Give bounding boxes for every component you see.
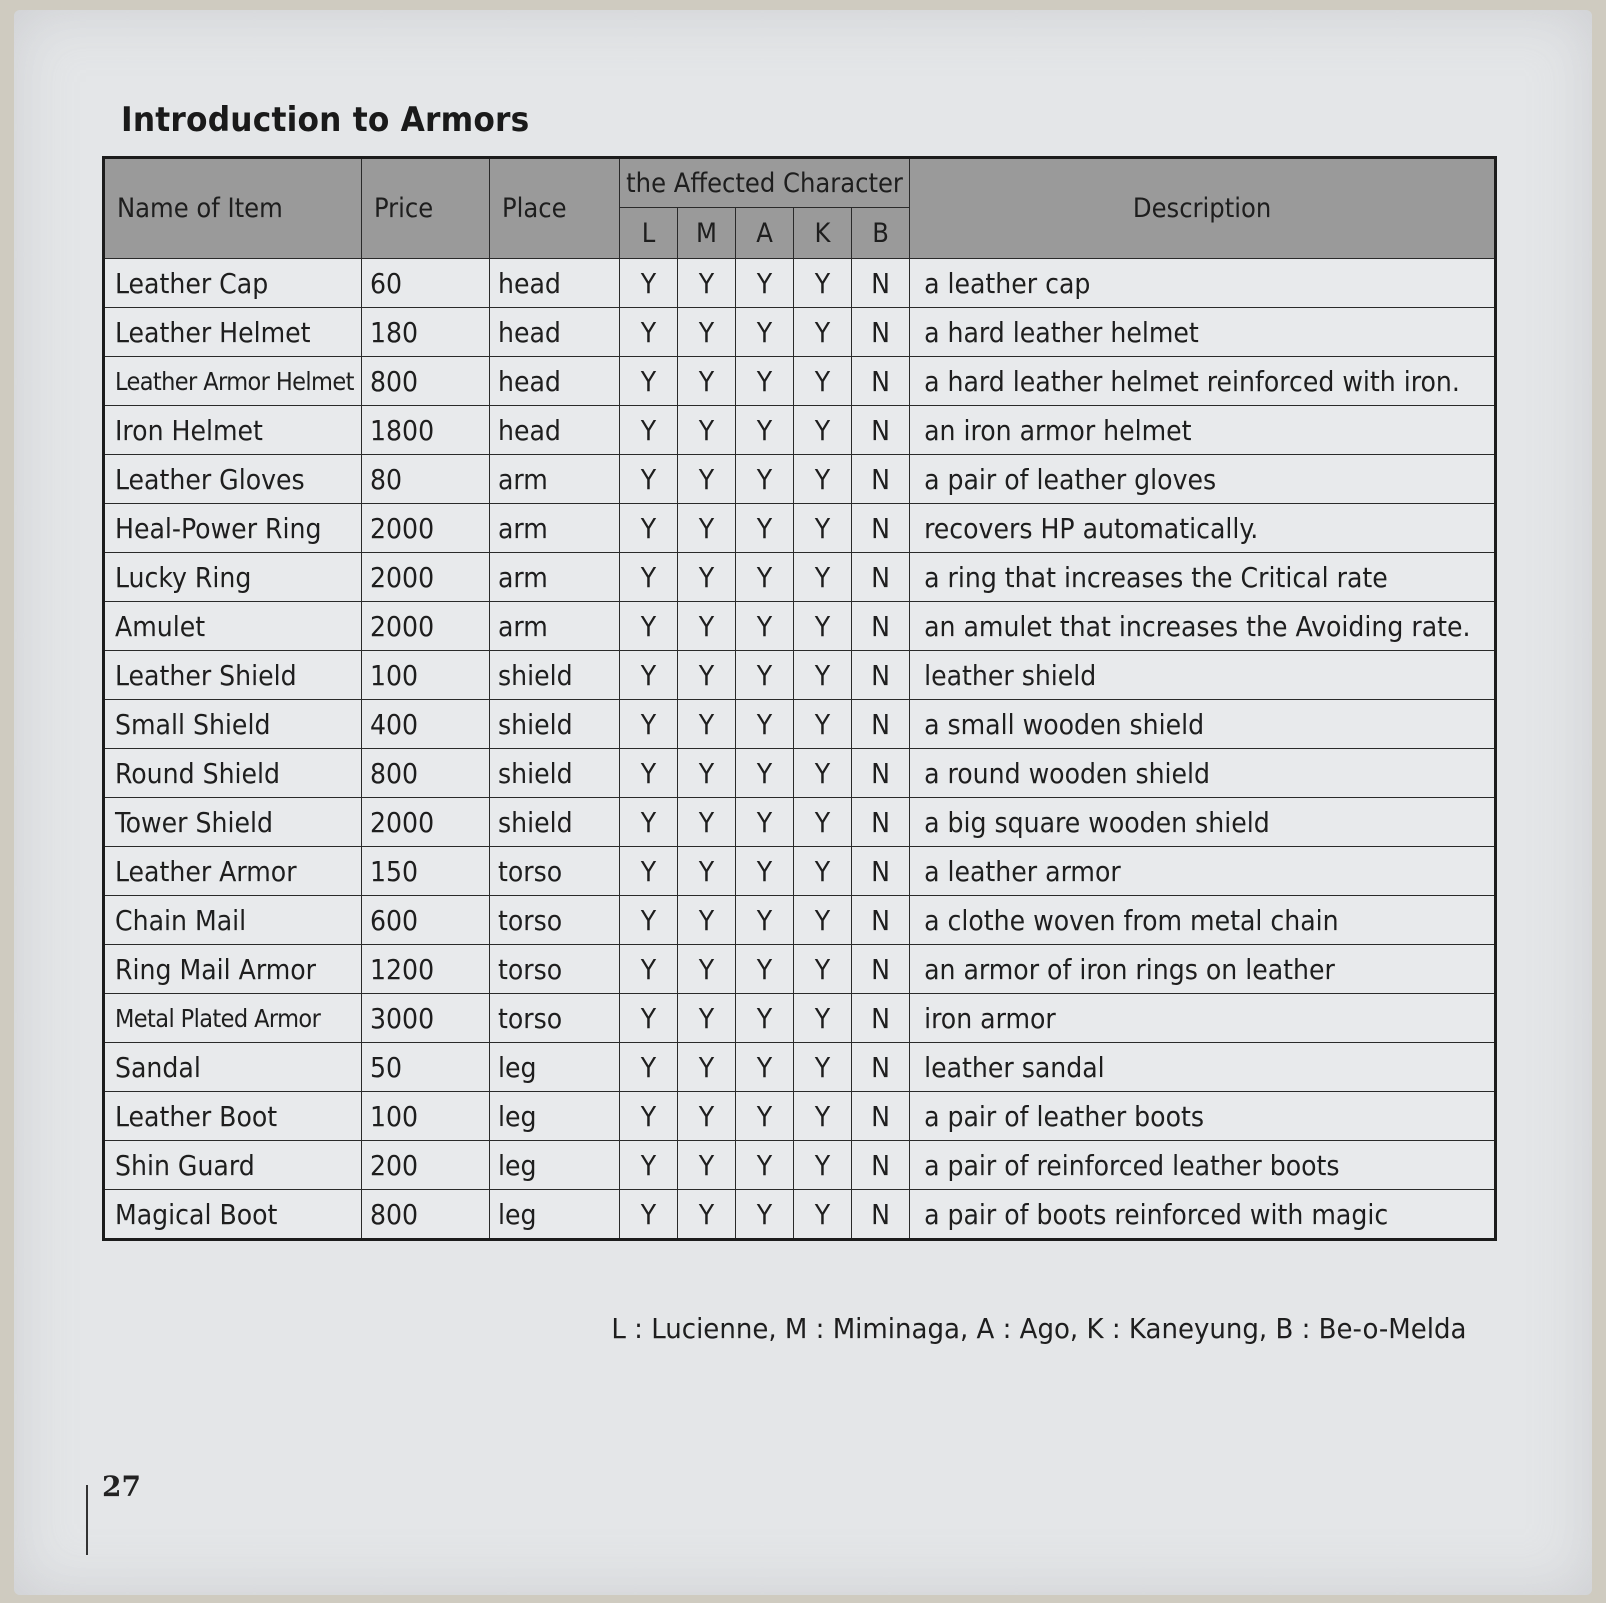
item-name-cell: Chain Mail <box>104 896 362 945</box>
item-description-cell: a hard leather helmet reinforced with iron. <box>910 357 1496 406</box>
affected-b-cell: N <box>852 945 910 994</box>
item-place-cell: arm <box>490 602 620 651</box>
affected-l-cell: Y <box>620 1043 678 1092</box>
affected-m-cell: Y <box>678 504 736 553</box>
affected-l-cell: Y <box>620 504 678 553</box>
item-name-cell: Leather Armor Helmet <box>104 357 362 406</box>
affected-b-cell: N <box>852 1141 910 1190</box>
item-name-cell: Metal Plated Armor <box>104 994 362 1043</box>
item-place-cell: leg <box>490 1092 620 1141</box>
affected-a-cell: Y <box>736 357 794 406</box>
item-description-cell: an iron armor helmet <box>910 406 1496 455</box>
item-name-cell: Small Shield <box>104 700 362 749</box>
affected-l-cell: Y <box>620 994 678 1043</box>
item-price-cell: 1200 <box>362 945 490 994</box>
affected-l-cell: Y <box>620 1092 678 1141</box>
header-place: Place <box>490 158 620 259</box>
affected-b-cell: N <box>852 700 910 749</box>
table-row <box>104 259 1496 308</box>
affected-k-cell: Y <box>794 994 852 1043</box>
item-name-cell: Heal-Power Ring <box>104 504 362 553</box>
table-row <box>104 749 1496 798</box>
affected-a-cell: Y <box>736 945 794 994</box>
affected-k-cell: Y <box>794 1141 852 1190</box>
item-name-cell: Iron Helmet <box>104 406 362 455</box>
affected-m-cell: Y <box>678 1043 736 1092</box>
header-char-b: B <box>852 208 910 259</box>
manual-page <box>14 10 1592 1595</box>
header-price: Price <box>362 158 490 259</box>
item-price-cell: 1800 <box>362 406 490 455</box>
affected-b-cell: N <box>852 1043 910 1092</box>
affected-m-cell: Y <box>678 798 736 847</box>
item-place-cell: head <box>490 406 620 455</box>
item-price-cell: 50 <box>362 1043 490 1092</box>
table-row <box>104 1190 1496 1240</box>
item-price-cell: 800 <box>362 749 490 798</box>
table-row <box>104 553 1496 602</box>
item-place-cell: head <box>490 357 620 406</box>
affected-l-cell: Y <box>620 553 678 602</box>
item-description-cell: recovers HP automatically. <box>910 504 1496 553</box>
item-place-cell: leg <box>490 1190 620 1240</box>
page-number: 27 <box>102 1470 141 1503</box>
affected-k-cell: Y <box>794 308 852 357</box>
table-row <box>104 357 1496 406</box>
affected-m-cell: Y <box>678 308 736 357</box>
item-description-cell: leather shield <box>910 651 1496 700</box>
item-description-cell: a leather armor <box>910 847 1496 896</box>
item-name-cell: Lucky Ring <box>104 553 362 602</box>
table-row <box>104 651 1496 700</box>
header-name: Name of Item <box>104 158 362 259</box>
table-row <box>104 308 1496 357</box>
item-place-cell: torso <box>490 994 620 1043</box>
affected-m-cell: Y <box>678 1141 736 1190</box>
item-name-cell: Leather Armor <box>104 847 362 896</box>
affected-m-cell: Y <box>678 602 736 651</box>
item-place-cell: leg <box>490 1043 620 1092</box>
table-row <box>104 798 1496 847</box>
item-price-cell: 800 <box>362 357 490 406</box>
affected-l-cell: Y <box>620 847 678 896</box>
affected-k-cell: Y <box>794 357 852 406</box>
item-description-cell: a leather cap <box>910 259 1496 308</box>
item-place-cell: torso <box>490 945 620 994</box>
item-description-cell: an amulet that increases the Avoiding rate. <box>910 602 1496 651</box>
affected-b-cell: N <box>852 406 910 455</box>
affected-l-cell: Y <box>620 357 678 406</box>
header-char-m: M <box>678 208 736 259</box>
affected-b-cell: N <box>852 553 910 602</box>
item-description-cell: iron armor <box>910 994 1496 1043</box>
affected-k-cell: Y <box>794 455 852 504</box>
table-row <box>104 994 1496 1043</box>
item-description-cell: leather sandal <box>910 1043 1496 1092</box>
affected-a-cell: Y <box>736 455 794 504</box>
table-row <box>104 455 1496 504</box>
item-description-cell: a round wooden shield <box>910 749 1496 798</box>
affected-m-cell: Y <box>678 896 736 945</box>
affected-k-cell: Y <box>794 1092 852 1141</box>
affected-k-cell: Y <box>794 896 852 945</box>
item-price-cell: 100 <box>362 651 490 700</box>
item-price-cell: 150 <box>362 847 490 896</box>
table-row <box>104 406 1496 455</box>
affected-a-cell: Y <box>736 602 794 651</box>
item-name-cell: Leather Boot <box>104 1092 362 1141</box>
item-description-cell: a pair of boots reinforced with magic <box>910 1190 1496 1240</box>
affected-m-cell: Y <box>678 259 736 308</box>
item-place-cell: arm <box>490 504 620 553</box>
affected-b-cell: N <box>852 896 910 945</box>
affected-m-cell: Y <box>678 455 736 504</box>
table-row <box>104 896 1496 945</box>
item-name-cell: Leather Helmet <box>104 308 362 357</box>
table-row <box>104 602 1496 651</box>
header-affected-character: the Affected Character <box>620 158 910 208</box>
affected-a-cell: Y <box>736 798 794 847</box>
item-place-cell: head <box>490 308 620 357</box>
affected-a-cell: Y <box>736 994 794 1043</box>
affected-l-cell: Y <box>620 455 678 504</box>
item-place-cell: leg <box>490 1141 620 1190</box>
affected-l-cell: Y <box>620 651 678 700</box>
table-row <box>104 847 1496 896</box>
margin-rule <box>86 1485 88 1555</box>
affected-a-cell: Y <box>736 700 794 749</box>
item-price-cell: 600 <box>362 896 490 945</box>
item-name-cell: Sandal <box>104 1043 362 1092</box>
affected-l-cell: Y <box>620 259 678 308</box>
item-description-cell: a ring that increases the Critical rate <box>910 553 1496 602</box>
item-description-cell: a pair of leather boots <box>910 1092 1496 1141</box>
item-name-cell: Leather Shield <box>104 651 362 700</box>
affected-l-cell: Y <box>620 406 678 455</box>
item-description-cell: a clothe woven from metal chain <box>910 896 1496 945</box>
table-row <box>104 504 1496 553</box>
item-price-cell: 2000 <box>362 553 490 602</box>
affected-k-cell: Y <box>794 259 852 308</box>
item-price-cell: 100 <box>362 1092 490 1141</box>
item-place-cell: arm <box>490 455 620 504</box>
affected-m-cell: Y <box>678 700 736 749</box>
item-price-cell: 80 <box>362 455 490 504</box>
table-row <box>104 1043 1496 1092</box>
affected-b-cell: N <box>852 1190 910 1240</box>
item-place-cell: torso <box>490 847 620 896</box>
item-name-cell: Leather Gloves <box>104 455 362 504</box>
page-title: Introduction to Armors <box>121 100 530 140</box>
item-price-cell: 800 <box>362 1190 490 1240</box>
affected-l-cell: Y <box>620 798 678 847</box>
table-row <box>104 1092 1496 1141</box>
affected-l-cell: Y <box>620 1190 678 1240</box>
header-description: Description <box>910 158 1496 259</box>
affected-a-cell: Y <box>736 896 794 945</box>
item-description-cell: an armor of iron rings on leather <box>910 945 1496 994</box>
affected-k-cell: Y <box>794 602 852 651</box>
item-price-cell: 2000 <box>362 798 490 847</box>
affected-m-cell: Y <box>678 847 736 896</box>
affected-m-cell: Y <box>678 651 736 700</box>
item-place-cell: shield <box>490 798 620 847</box>
affected-a-cell: Y <box>736 651 794 700</box>
header-char-k: K <box>794 208 852 259</box>
affected-m-cell: Y <box>678 945 736 994</box>
affected-k-cell: Y <box>794 406 852 455</box>
affected-a-cell: Y <box>736 749 794 798</box>
affected-l-cell: Y <box>620 945 678 994</box>
item-name-cell: Tower Shield <box>104 798 362 847</box>
affected-a-cell: Y <box>736 847 794 896</box>
affected-k-cell: Y <box>794 847 852 896</box>
item-description-cell: a pair of reinforced leather boots <box>910 1141 1496 1190</box>
item-place-cell: shield <box>490 749 620 798</box>
affected-l-cell: Y <box>620 1141 678 1190</box>
affected-b-cell: N <box>852 308 910 357</box>
affected-l-cell: Y <box>620 700 678 749</box>
armor-table <box>102 156 1497 1241</box>
affected-k-cell: Y <box>794 749 852 798</box>
affected-m-cell: Y <box>678 994 736 1043</box>
item-place-cell: head <box>490 259 620 308</box>
affected-a-cell: Y <box>736 504 794 553</box>
item-description-cell: a big square wooden shield <box>910 798 1496 847</box>
affected-m-cell: Y <box>678 553 736 602</box>
item-price-cell: 2000 <box>362 504 490 553</box>
affected-k-cell: Y <box>794 553 852 602</box>
affected-a-cell: Y <box>736 1043 794 1092</box>
item-description-cell: a small wooden shield <box>910 700 1496 749</box>
affected-b-cell: N <box>852 798 910 847</box>
affected-a-cell: Y <box>736 406 794 455</box>
item-price-cell: 200 <box>362 1141 490 1190</box>
affected-l-cell: Y <box>620 749 678 798</box>
affected-b-cell: N <box>852 847 910 896</box>
affected-b-cell: N <box>852 357 910 406</box>
affected-b-cell: N <box>852 455 910 504</box>
table-row <box>104 1141 1496 1190</box>
affected-l-cell: Y <box>620 308 678 357</box>
affected-a-cell: Y <box>736 308 794 357</box>
item-name-cell: Shin Guard <box>104 1141 362 1190</box>
item-place-cell: arm <box>490 553 620 602</box>
affected-a-cell: Y <box>736 1092 794 1141</box>
affected-b-cell: N <box>852 602 910 651</box>
affected-a-cell: Y <box>736 1141 794 1190</box>
affected-m-cell: Y <box>678 406 736 455</box>
affected-m-cell: Y <box>678 749 736 798</box>
affected-b-cell: N <box>852 504 910 553</box>
item-place-cell: torso <box>490 896 620 945</box>
affected-k-cell: Y <box>794 504 852 553</box>
item-price-cell: 400 <box>362 700 490 749</box>
item-name-cell: Magical Boot <box>104 1190 362 1240</box>
affected-k-cell: Y <box>794 945 852 994</box>
item-price-cell: 2000 <box>362 602 490 651</box>
affected-b-cell: N <box>852 994 910 1043</box>
item-description-cell: a pair of leather gloves <box>910 455 1496 504</box>
table-row <box>104 700 1496 749</box>
affected-a-cell: Y <box>736 1190 794 1240</box>
item-place-cell: shield <box>490 651 620 700</box>
affected-l-cell: Y <box>620 896 678 945</box>
affected-b-cell: N <box>852 259 910 308</box>
armor-table-body <box>104 259 1496 1240</box>
item-name-cell: Ring Mail Armor <box>104 945 362 994</box>
header-char-a: A <box>736 208 794 259</box>
item-name-cell: Round Shield <box>104 749 362 798</box>
affected-a-cell: Y <box>736 259 794 308</box>
item-price-cell: 180 <box>362 308 490 357</box>
character-legend: L : Lucienne, M : Miminaga, A : Ago, K : Kaneyung, B : Be-o-Melda <box>610 1312 1466 1345</box>
item-price-cell: 60 <box>362 259 490 308</box>
affected-k-cell: Y <box>794 700 852 749</box>
affected-m-cell: Y <box>678 1092 736 1141</box>
affected-k-cell: Y <box>794 798 852 847</box>
item-name-cell: Amulet <box>104 602 362 651</box>
affected-b-cell: N <box>852 651 910 700</box>
affected-k-cell: Y <box>794 1043 852 1092</box>
affected-a-cell: Y <box>736 553 794 602</box>
item-name-cell: Leather Cap <box>104 259 362 308</box>
affected-m-cell: Y <box>678 357 736 406</box>
affected-m-cell: Y <box>678 1190 736 1240</box>
affected-b-cell: N <box>852 749 910 798</box>
item-description-cell: a hard leather helmet <box>910 308 1496 357</box>
affected-l-cell: Y <box>620 602 678 651</box>
table-row <box>104 945 1496 994</box>
item-place-cell: shield <box>490 700 620 749</box>
item-price-cell: 3000 <box>362 994 490 1043</box>
affected-b-cell: N <box>852 1092 910 1141</box>
affected-k-cell: Y <box>794 651 852 700</box>
affected-k-cell: Y <box>794 1190 852 1240</box>
header-char-l: L <box>620 208 678 259</box>
